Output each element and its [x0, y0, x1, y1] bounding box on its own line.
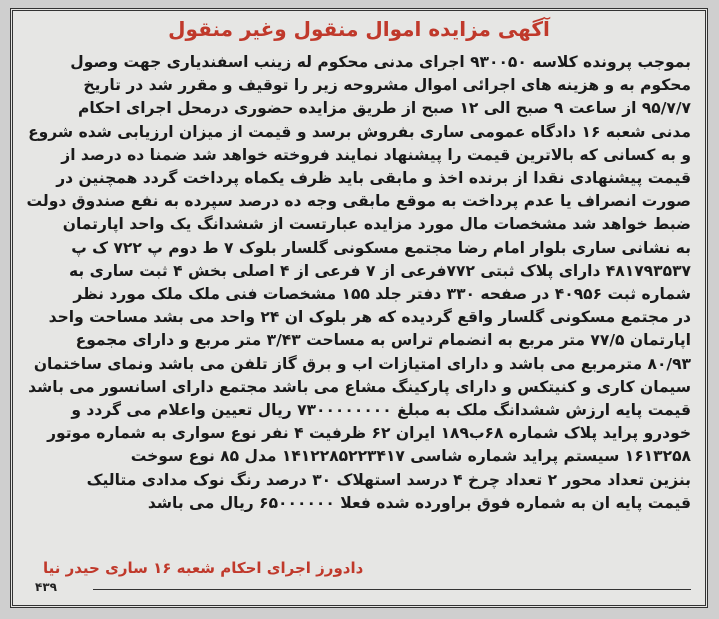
footer-divider [93, 589, 691, 590]
body-line: شماره ثبت ۴۰۹۵۶ در صفحه ۳۳۰ دفتر جلد ۱۵۵ مشخصات فنی ملک ملک مورد نظر [73, 285, 691, 304]
body-line: قیمت پایه ان به شماره فوق براورده شده فعلا ۶۵۰۰۰۰۰۰ ریال می باشد [147, 493, 691, 512]
notice-title: آگهی مزایده اموال منقول وغیر منقول [168, 17, 550, 41]
body-line: خودرو پراید پلاک شماره ۶۸ب۱۸۹ ایران ۶۲ ظرفیت ۴ نفر نوع سواری به شماره موتور [47, 424, 691, 443]
body-line: ضبط خواهد شد مشخصات مال مورد مزایده عبارتست از ششدانگ یک واحد اپارتمان [62, 215, 691, 234]
body-line: محکوم به و هزینه های اجرائی اموال مشروحه زیر را توقیف و مقرر شد در تاریخ [83, 76, 691, 95]
body-line: صورت انصراف یا عدم پرداخت به موقع مابقی وجه ده درصد سپرده به نفع صندوق دولت [27, 192, 691, 211]
body-line: ۹۵/۷/۷ از ساعت ۹ صبح الی ۱۲ صبح از طریق مزایده حضوری درمحل اجرای احکام [77, 99, 691, 118]
body-line: به نشانی ساری بلوار امام رضا مجتمع مسکونی گلسار بلوک ۷ ط دوم پ ۷۲۲ ک پ [71, 238, 691, 257]
body-line: و به کسانی که بالاترین قیمت را پیشنهاد نمایند فروخته خواهد شد ضمنا ده درصد از [61, 145, 691, 164]
notice-body [27, 51, 691, 515]
body-line: قیمت پیشنهادی نقدا از برنده اخذ و مابقی باید ظرف یکماه پرداخت گردد همچنین در [56, 169, 691, 188]
body-line: ۱۶۱۳۲۵۸ سیستم پراید شماره شاسی ۱۴۱۲۲۸۵۲۲۳۴۱۷ مدل ۸۵ نوع سوخت [130, 447, 691, 466]
notice-paper [10, 8, 708, 608]
body-line: ۸۰/۹۳ مترمربع می باشد و دارای امتیازات اب و برق گاز تلفن می باشد ونمای ساختمان [33, 354, 691, 373]
body-line: قیمت پایه ارزش ششدانگ ملک به مبلغ ۷۳۰۰۰۰۰۰۰۰ ریال تعیین واعلام می گردد و [71, 401, 691, 420]
body-line: در مجتمع مسکونی گلسار واقع گردیده که هر بلوک ان ۲۴ واحد می بشد مساحت واحد [48, 308, 691, 327]
body-line: اپارتمان ۷۷/۵ متر مربع به انضمام تراس به مساحت ۳/۴۳ متر مربع و دارای مجموع [75, 331, 691, 350]
body-line: بنزین تعداد محور ۲ تعداد چرخ ۴ درسد استهلاک ۳۰ درصد رنگ نوک مدادی متالیک [86, 470, 691, 489]
body-line: ۴۸۱۷۹۳۵۳۷ دارای پلاک ثبتی ۷۷۲فرعی از ۷ فرعی از ۴ اصلی بخش ۴ ثبت ساری به [68, 261, 691, 280]
body-line: بموجب پرونده کلاسه ۹۳۰۰۵۰ اجرای مدنی محکوم له زینب اسفندیاری جهت وصول [70, 53, 691, 71]
body-line: سیمان کاری و کنیتکس و دارای پارکینگ مشاع می باشد مجتمع دارای اسانسور می باشد [28, 377, 691, 396]
body-line: مدنی شعبه ۱۶ دادگاه عمومی ساری بفروش برسد و قیمت از میزان ارزیابی شده شروع [28, 122, 691, 141]
footer-code: ۴۳۹ [35, 580, 57, 594]
signature: دادورز اجرای احکام شعبه ۱۶ ساری حیدر نیا [43, 559, 364, 577]
